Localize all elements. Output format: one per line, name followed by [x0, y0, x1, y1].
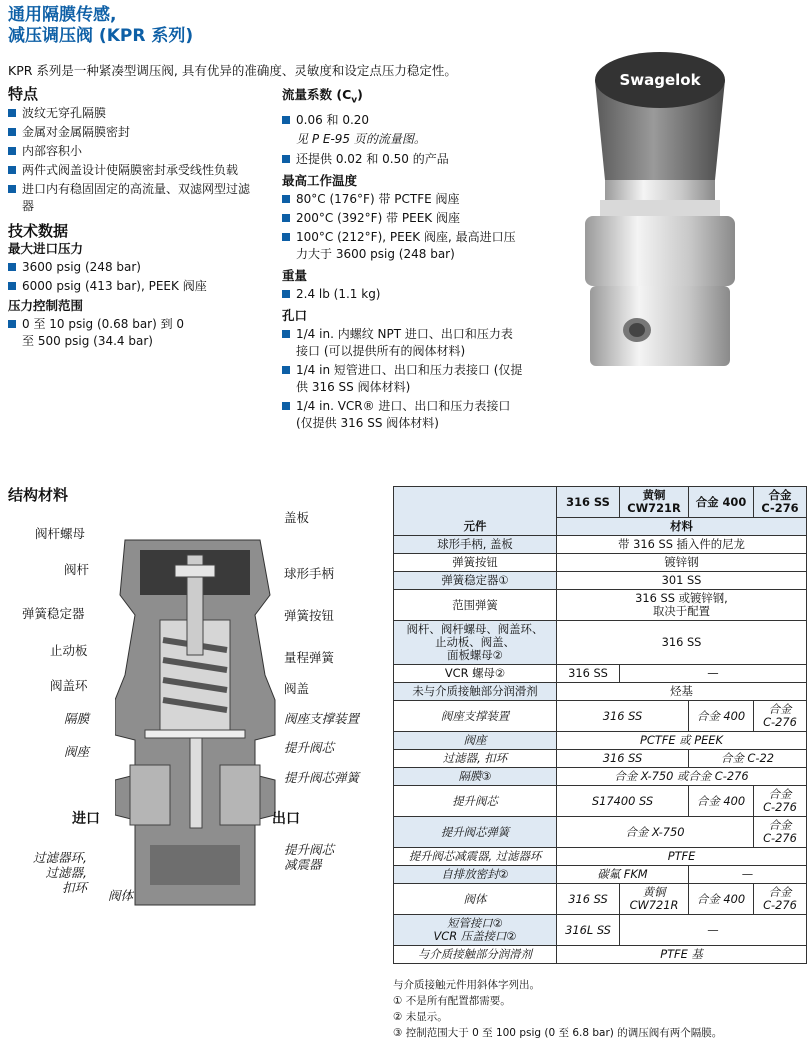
- middle-column: [282, 86, 532, 434]
- table-row: [394, 590, 807, 621]
- hdr-line: C-276: [761, 501, 799, 515]
- material-cell: 合金 400: [689, 884, 754, 915]
- table-row: [394, 621, 807, 665]
- part-cell: 阀座支撑装置: [394, 701, 557, 732]
- table-row: [394, 572, 807, 590]
- material-cell: 316 SS: [557, 884, 620, 915]
- feature-item: 金属对金属隔膜密封: [8, 124, 270, 141]
- cutaway-diagram: [115, 525, 280, 910]
- table-row: [394, 848, 807, 866]
- part-cell: 隔膜③: [394, 768, 557, 786]
- part-cell: VCR 螺母②: [394, 665, 557, 683]
- table-row: [394, 786, 807, 817]
- material-cell: 带 316 SS 插入件的尼龙: [557, 536, 807, 554]
- part-cell: 阀体: [394, 884, 557, 915]
- label-poppet-damper-1: 提升阀芯: [284, 842, 335, 857]
- label-inlet: 进口: [72, 811, 100, 827]
- col-part: 元件: [394, 487, 557, 536]
- material-cell: 合金 400: [689, 701, 754, 732]
- table-row: [394, 536, 807, 554]
- material-cell: 合金 C-22: [689, 750, 807, 768]
- label-body: 阀体: [108, 888, 134, 903]
- material-cell: 烃基: [557, 683, 807, 701]
- part-cell: 范围弹簧: [394, 590, 557, 621]
- label-range-spring: 量程弹簧: [284, 650, 335, 665]
- flow-note: 见 P E-95 页的流量图。: [296, 131, 426, 146]
- material-cell: 316 SS: [557, 665, 620, 683]
- material-cell: 316 SS 或镀锌钢, 取决于配置: [557, 590, 807, 621]
- materials-table: [393, 486, 807, 964]
- flow-heading: [282, 86, 532, 110]
- material-cell: 316L SS: [557, 915, 620, 946]
- ports-item: 1/4 in 短管进口、出口和压力表接口 (仅提供 316 SS 阀体材料): [282, 362, 524, 396]
- hdr-line: 316 SS: [566, 494, 610, 509]
- col-material: 材料: [557, 518, 807, 536]
- material-cell: 碳氟 FKM: [557, 866, 689, 884]
- table-row: [394, 866, 807, 884]
- table-row: [394, 554, 807, 572]
- ports-item: 1/4 in. VCR® 进口、出口和压力表接口 (仅提供 316 SS 阀体材料): [282, 398, 524, 432]
- flow-item: 0.06 和 0.20: [282, 112, 532, 129]
- note: ③ 控制范围大于 0 至 100 psig (0 至 6.8 bar) 的调压阀有两个隔膜。: [393, 1027, 723, 1039]
- materials-heading: 结构材料: [8, 486, 69, 504]
- material-cell: 合金 X-750: [557, 817, 754, 848]
- part-cell: 短管接口② VCR 压盖接口②: [394, 915, 557, 946]
- temp-item: 100°C (212°F), PEEK 阀座, 最高进口压力大于 3600 psig (248 bar): [282, 229, 524, 263]
- table-row: [394, 915, 807, 946]
- title-line-2: 减压调压阀 (KPR 系列): [8, 26, 194, 46]
- material-cell: 合金 C-276: [754, 701, 807, 732]
- label-bonnet: 阀盖: [284, 681, 310, 696]
- feature-item: 进口内有稳固固定的高流量、双滤网型过滤器: [8, 181, 252, 215]
- label-filter-ring: [25, 850, 87, 895]
- max-inlet-item: 3600 psig (248 bar): [8, 259, 270, 276]
- material-cell: 316 SS: [557, 750, 689, 768]
- part-cell: 阀座: [394, 732, 557, 750]
- table-notes: [393, 977, 722, 1041]
- table-row: [394, 817, 807, 848]
- part-cell: 球形手柄, 盖板: [394, 536, 557, 554]
- label-seat-retainer: 阀座支撑装置: [284, 711, 360, 726]
- table-row: [394, 750, 807, 768]
- material-cell: PTFE: [557, 848, 807, 866]
- material-cell: PCTFE 或 PEEK: [557, 732, 807, 750]
- weight-heading: 重量: [282, 267, 308, 283]
- title-line-1: 通用隔膜传感,: [8, 5, 117, 25]
- material-cell: 合金 X-750 或合金 C-276: [557, 768, 807, 786]
- label-stop-plate: 止动板: [50, 643, 88, 658]
- features-heading: 特点: [8, 85, 39, 103]
- table-row: [394, 884, 807, 915]
- material-cell: 合金 C-276: [754, 817, 807, 848]
- label-bonnet-ring: 阀盖环: [50, 678, 88, 693]
- material-cell: 镀锌钢: [557, 554, 807, 572]
- material-cell: 合金 400: [689, 786, 754, 817]
- hdr-line: 合金 400: [695, 494, 747, 509]
- part-cell: 过滤器, 扣环: [394, 750, 557, 768]
- part-cell: 未与介质接触部分润滑剂: [394, 683, 557, 701]
- material-cell: 合金 C-276: [754, 884, 807, 915]
- label-seat: 阀座: [64, 744, 90, 759]
- col-brass: [620, 487, 689, 518]
- material-cell: —: [620, 915, 807, 946]
- part-cell: 与介质接触部分润滑剂: [394, 946, 557, 964]
- temp-item: 200°C (392°F) 带 PEEK 阀座: [282, 210, 532, 227]
- label-spring-button: 弹簧按钮: [284, 608, 335, 623]
- temp-item: 80°C (176°F) 带 PCTFE 阀座: [282, 191, 532, 208]
- table-row: [394, 768, 807, 786]
- label-poppet: 提升阀芯: [284, 740, 335, 755]
- hdr-line: 合金: [768, 488, 792, 502]
- label-stem: 阀杆: [64, 562, 90, 577]
- left-column: [8, 86, 270, 352]
- col-alloy400: [689, 487, 754, 518]
- max-inlet-item: 6000 psig (413 bar), PEEK 阀座: [8, 278, 270, 295]
- part-cell: 提升阀芯弹簧: [394, 817, 557, 848]
- material-cell: 316 SS: [557, 621, 807, 665]
- table-row: [394, 732, 807, 750]
- label-diaphragm: 隔膜: [64, 711, 90, 726]
- part-cell: 提升阀芯: [394, 786, 557, 817]
- ports-heading: 孔口: [282, 307, 308, 323]
- material-cell: —: [689, 866, 807, 884]
- tech-heading: 技术数据: [8, 222, 69, 240]
- part-cell: 弹簧按钮: [394, 554, 557, 572]
- table-row: [394, 683, 807, 701]
- table-row: [394, 665, 807, 683]
- flow-item: 还提供 0.02 和 0.50 的产品: [282, 151, 532, 168]
- col-316ss: [557, 487, 620, 518]
- feature-item: 内部容积小: [8, 143, 270, 160]
- control-range-heading: 压力控制范围: [8, 298, 84, 313]
- label-filter-ring-1: 过滤器环,: [33, 850, 87, 865]
- hdr-line: CW721R: [627, 501, 681, 515]
- note: 与介质接触元件用斜体字列出。: [393, 979, 540, 991]
- flow-heading-end: ): [357, 87, 363, 102]
- control-range-item: 0 至 10 psig (0.68 bar) 到 0 至 500 psig (34.4 bar): [8, 316, 192, 350]
- page-title: [8, 5, 193, 47]
- col-c276: [754, 487, 807, 518]
- material-cell: 316 SS: [557, 701, 689, 732]
- part-cell: 自排放密封②: [394, 866, 557, 884]
- label-knob: 球形手柄: [284, 566, 335, 581]
- flow-heading-text: 流量系数 (C: [282, 87, 352, 102]
- brand-logo: Swagelok: [619, 71, 701, 89]
- label-poppet-damper: [284, 842, 334, 872]
- intro-text: KPR 系列是一种紧凑型调压阀, 具有优异的准确度、灵敏度和设定点压力稳定性。: [8, 63, 457, 78]
- label-stem-nut: 阀杆螺母: [35, 526, 86, 541]
- part-cell: 弹簧稳定器①: [394, 572, 557, 590]
- material-cell: S17400 SS: [557, 786, 689, 817]
- ports-item: 1/4 in. 内螺纹 NPT 进口、出口和压力表接口 (可以提供所有的阀体材料): [282, 326, 524, 360]
- temp-heading: 最高工作温度: [282, 172, 358, 188]
- hdr-line: 黄铜: [642, 488, 666, 502]
- label-spring-stabilizer: 弹簧稳定器: [22, 606, 85, 621]
- label-filter-ring-2: 过滤器,: [45, 865, 87, 880]
- table-row: [394, 701, 807, 732]
- label-filter-ring-3: 扣环: [61, 880, 87, 895]
- label-poppet-damper-2: 减震器: [284, 857, 322, 872]
- label-poppet-spring: 提升阀芯弹簧: [284, 770, 360, 785]
- flow-heading-sub: v: [351, 95, 358, 106]
- part-cell: 阀杆、阀杆螺母、阀盖环、 止动板、阀盖、 面板螺母②: [394, 621, 557, 665]
- material-cell: —: [620, 665, 807, 683]
- materials-table-body: [394, 536, 807, 964]
- feature-item: 波纹无穿孔隔膜: [8, 105, 270, 122]
- note: ① 不是所有配置都需要。: [393, 995, 511, 1007]
- part-cell: 提升阀芯减震器, 过滤器环: [394, 848, 557, 866]
- weight-item: 2.4 lb (1.1 kg): [282, 286, 532, 303]
- material-cell: 合金 C-276: [754, 786, 807, 817]
- material-cell: PTFE 基: [557, 946, 807, 964]
- material-cell: 301 SS: [557, 572, 807, 590]
- max-inlet-heading: 最大进口压力: [8, 241, 84, 256]
- material-cell: 黄铜 CW721R: [620, 884, 689, 915]
- table-row: [394, 946, 807, 964]
- product-photo: [565, 40, 755, 400]
- note: ② 未显示。: [393, 1011, 448, 1023]
- feature-item: 两件式阀盖设计使隔膜密封承受线性负载: [8, 162, 252, 179]
- label-cap: 盖板: [284, 510, 310, 525]
- label-outlet: 出口: [272, 811, 300, 827]
